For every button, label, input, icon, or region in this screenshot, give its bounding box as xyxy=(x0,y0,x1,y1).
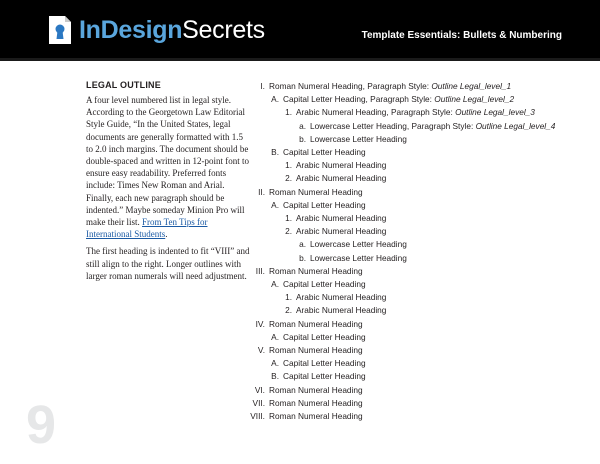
outline-item-level-1 xyxy=(0,318,600,330)
outline-marker: II. xyxy=(258,186,265,197)
outline-marker: VI. xyxy=(254,384,265,395)
outline-heading-text: Roman Numeral Heading xyxy=(269,397,363,408)
outline-text xyxy=(296,225,386,237)
indesignsecrets-logo xyxy=(47,13,265,47)
outline-text xyxy=(296,172,386,184)
description-end: . xyxy=(165,229,168,240)
outline-item-level-2 xyxy=(0,331,600,343)
outline-heading-text: Lowercase Letter Heading xyxy=(310,133,407,144)
document-keyhole-icon xyxy=(47,15,73,45)
logo-wordmark: InDesignSecrets xyxy=(79,15,265,44)
outline-text xyxy=(310,238,407,250)
outline-item-level-4 xyxy=(0,133,600,145)
outline-text xyxy=(269,265,363,277)
outline-marker: IV. xyxy=(255,318,265,329)
outline-paragraph-style: Outline Legal_level_4 xyxy=(475,120,556,131)
outline-item-level-4 xyxy=(0,252,600,264)
description-text: A four level numbered list in legal style. According to the Georgetown Law Editorial Style Guide, “In the United States, legal documents are generally formatted with 1.5 to 2.0 inch margins. The document should be double-spaced and written in 12-point font to ensure easy readability. Preferred fonts include: Times New Roman and Arial. Finally, each new paragraph should be indented.” Maybe someday Minion Pro will make their list. xyxy=(86,95,249,228)
section-heading: LEGAL OUTLINE xyxy=(86,80,161,90)
outline-text xyxy=(296,212,386,224)
outline-heading-text: Roman Numeral Heading xyxy=(269,384,363,395)
outline-heading-text: Roman Numeral Heading xyxy=(269,186,363,197)
outline-item-level-1 xyxy=(0,80,600,92)
outline-text xyxy=(283,357,366,369)
outline-item-level-2 xyxy=(0,278,600,290)
outline-text xyxy=(269,410,363,422)
outline-item-level-2 xyxy=(0,93,600,105)
outline-text xyxy=(283,370,366,382)
outline-text xyxy=(283,93,514,105)
outline-text xyxy=(269,318,363,330)
outline-text xyxy=(296,291,386,303)
outline-heading-text: Arabic Numeral Heading, Paragraph Style: xyxy=(296,107,456,118)
outline-item-level-3 xyxy=(0,304,600,316)
outline-marker: III. xyxy=(255,265,265,276)
outline-heading-text: Capital Letter Heading xyxy=(283,358,366,369)
outline-heading-text: Capital Letter Heading xyxy=(283,279,366,289)
note-paragraph: The first heading is indented to fit “VIII” and still align to the right. Longer outlines with larger roman numerals will need adjustment. xyxy=(86,246,250,281)
outline-heading-text: Lowercase Letter Heading, Paragraph Style: xyxy=(310,120,476,131)
outline-marker: 1. xyxy=(285,292,292,303)
outline-item-level-3 xyxy=(0,225,600,240)
outline-heading-text: Roman Numeral Heading xyxy=(269,345,363,355)
outline-marker: A. xyxy=(271,331,279,342)
outline-item-level-3 xyxy=(0,291,600,303)
outline-heading-text: Roman Numeral Heading, Paragraph Style: xyxy=(269,81,432,91)
outline-heading-text: Roman Numeral Heading xyxy=(269,318,363,329)
outline-text xyxy=(269,384,363,396)
outline-item-level-3 xyxy=(0,212,600,224)
outline-item-level-4 xyxy=(0,120,600,132)
outline-text xyxy=(296,304,386,316)
outline-heading-text: Lowercase Letter Heading xyxy=(310,252,407,263)
outline-text xyxy=(269,80,511,92)
outline-heading-text: Arabic Numeral Heading xyxy=(296,305,387,316)
outline-heading-text: Arabic Numeral Heading xyxy=(296,173,387,184)
outline-item-level-1 xyxy=(0,265,600,277)
outline-marker: V. xyxy=(257,345,265,355)
outline-heading-text: Capital Letter Heading xyxy=(283,331,366,342)
outline-text xyxy=(283,146,366,158)
outline-item-level-2 xyxy=(0,146,600,158)
outline-marker: B. xyxy=(271,371,279,382)
outline-marker: B. xyxy=(271,147,279,157)
outline-heading-text: Lowercase Letter Heading xyxy=(310,239,407,250)
outline-item-level-1 xyxy=(0,344,600,356)
outline-item-level-1 xyxy=(0,384,600,396)
outline-marker: I. xyxy=(260,81,265,91)
outline-item-level-3 xyxy=(0,159,600,171)
outline-marker: A. xyxy=(271,94,279,105)
outline-heading-text: Arabic Numeral Heading xyxy=(296,226,387,237)
outline-heading-text: Capital Letter Heading xyxy=(283,199,366,210)
outline-paragraph-style: Outline Legal_level_2 xyxy=(434,94,515,105)
outline-heading-text: Capital Letter Heading xyxy=(283,147,366,157)
outline-marker: A. xyxy=(271,199,279,210)
outline-text xyxy=(269,397,363,409)
outline-item-level-3 xyxy=(0,172,600,184)
outline-heading-text: Capital Letter Heading, Paragraph Style: xyxy=(283,94,435,105)
page-number: 9 xyxy=(26,395,57,455)
outline-item-level-4 xyxy=(0,238,600,250)
outline-marker: 1. xyxy=(285,160,292,171)
outline-heading-text: Roman Numeral Heading xyxy=(269,265,363,276)
outline-marker: 1. xyxy=(285,107,292,118)
outline-text xyxy=(296,106,535,118)
outline-text xyxy=(310,120,555,132)
outline-item-level-2 xyxy=(0,370,600,382)
outline-item-level-3 xyxy=(0,106,600,118)
outline-marker: A. xyxy=(271,358,279,369)
ten-tips-link[interactable]: From Ten Tips for International Students xyxy=(86,217,208,240)
outline-text xyxy=(296,159,386,171)
outline-paragraph-style: Outline Legal_level_3 xyxy=(455,107,535,118)
outline-heading-text: Capital Letter Heading xyxy=(283,371,366,382)
outline-item-level-1 xyxy=(0,410,600,422)
outline-text xyxy=(283,331,366,343)
page-section-title: Template Essentials: Bullets & Numbering xyxy=(361,30,562,41)
outline-heading-text: Arabic Numeral Heading xyxy=(296,213,387,223)
outline-marker: a. xyxy=(299,120,306,131)
page-header xyxy=(0,0,600,61)
outline-item-level-1 xyxy=(0,397,600,409)
outline-text xyxy=(269,344,363,356)
outline-heading-text: Roman Numeral Heading xyxy=(269,411,363,421)
outline-heading-text: Arabic Numeral Heading xyxy=(296,160,387,171)
outline-item-level-2 xyxy=(0,357,600,369)
outline-item-level-1 xyxy=(0,186,600,198)
outline-text xyxy=(310,133,407,145)
outline-marker: b. xyxy=(299,133,306,144)
outline-item-level-2 xyxy=(0,199,600,211)
outline-text xyxy=(269,186,363,198)
outline-marker: a. xyxy=(299,239,306,250)
outline-marker: b. xyxy=(299,252,306,263)
outline-marker: 1. xyxy=(285,213,292,223)
outline-text xyxy=(283,278,366,290)
outline-text xyxy=(310,252,407,264)
outline-marker: VIII. xyxy=(250,411,265,421)
outline-marker: 2. xyxy=(285,173,292,184)
outline-marker: VII. xyxy=(252,397,265,408)
outline-heading-text: Arabic Numeral Heading xyxy=(296,292,387,303)
outline-marker: A. xyxy=(271,279,279,289)
outline-marker: 2. xyxy=(285,226,292,237)
outline-paragraph-style: Outline Legal_level_1 xyxy=(431,81,512,91)
outline-marker: 2. xyxy=(285,305,292,316)
outline-text xyxy=(283,199,366,211)
